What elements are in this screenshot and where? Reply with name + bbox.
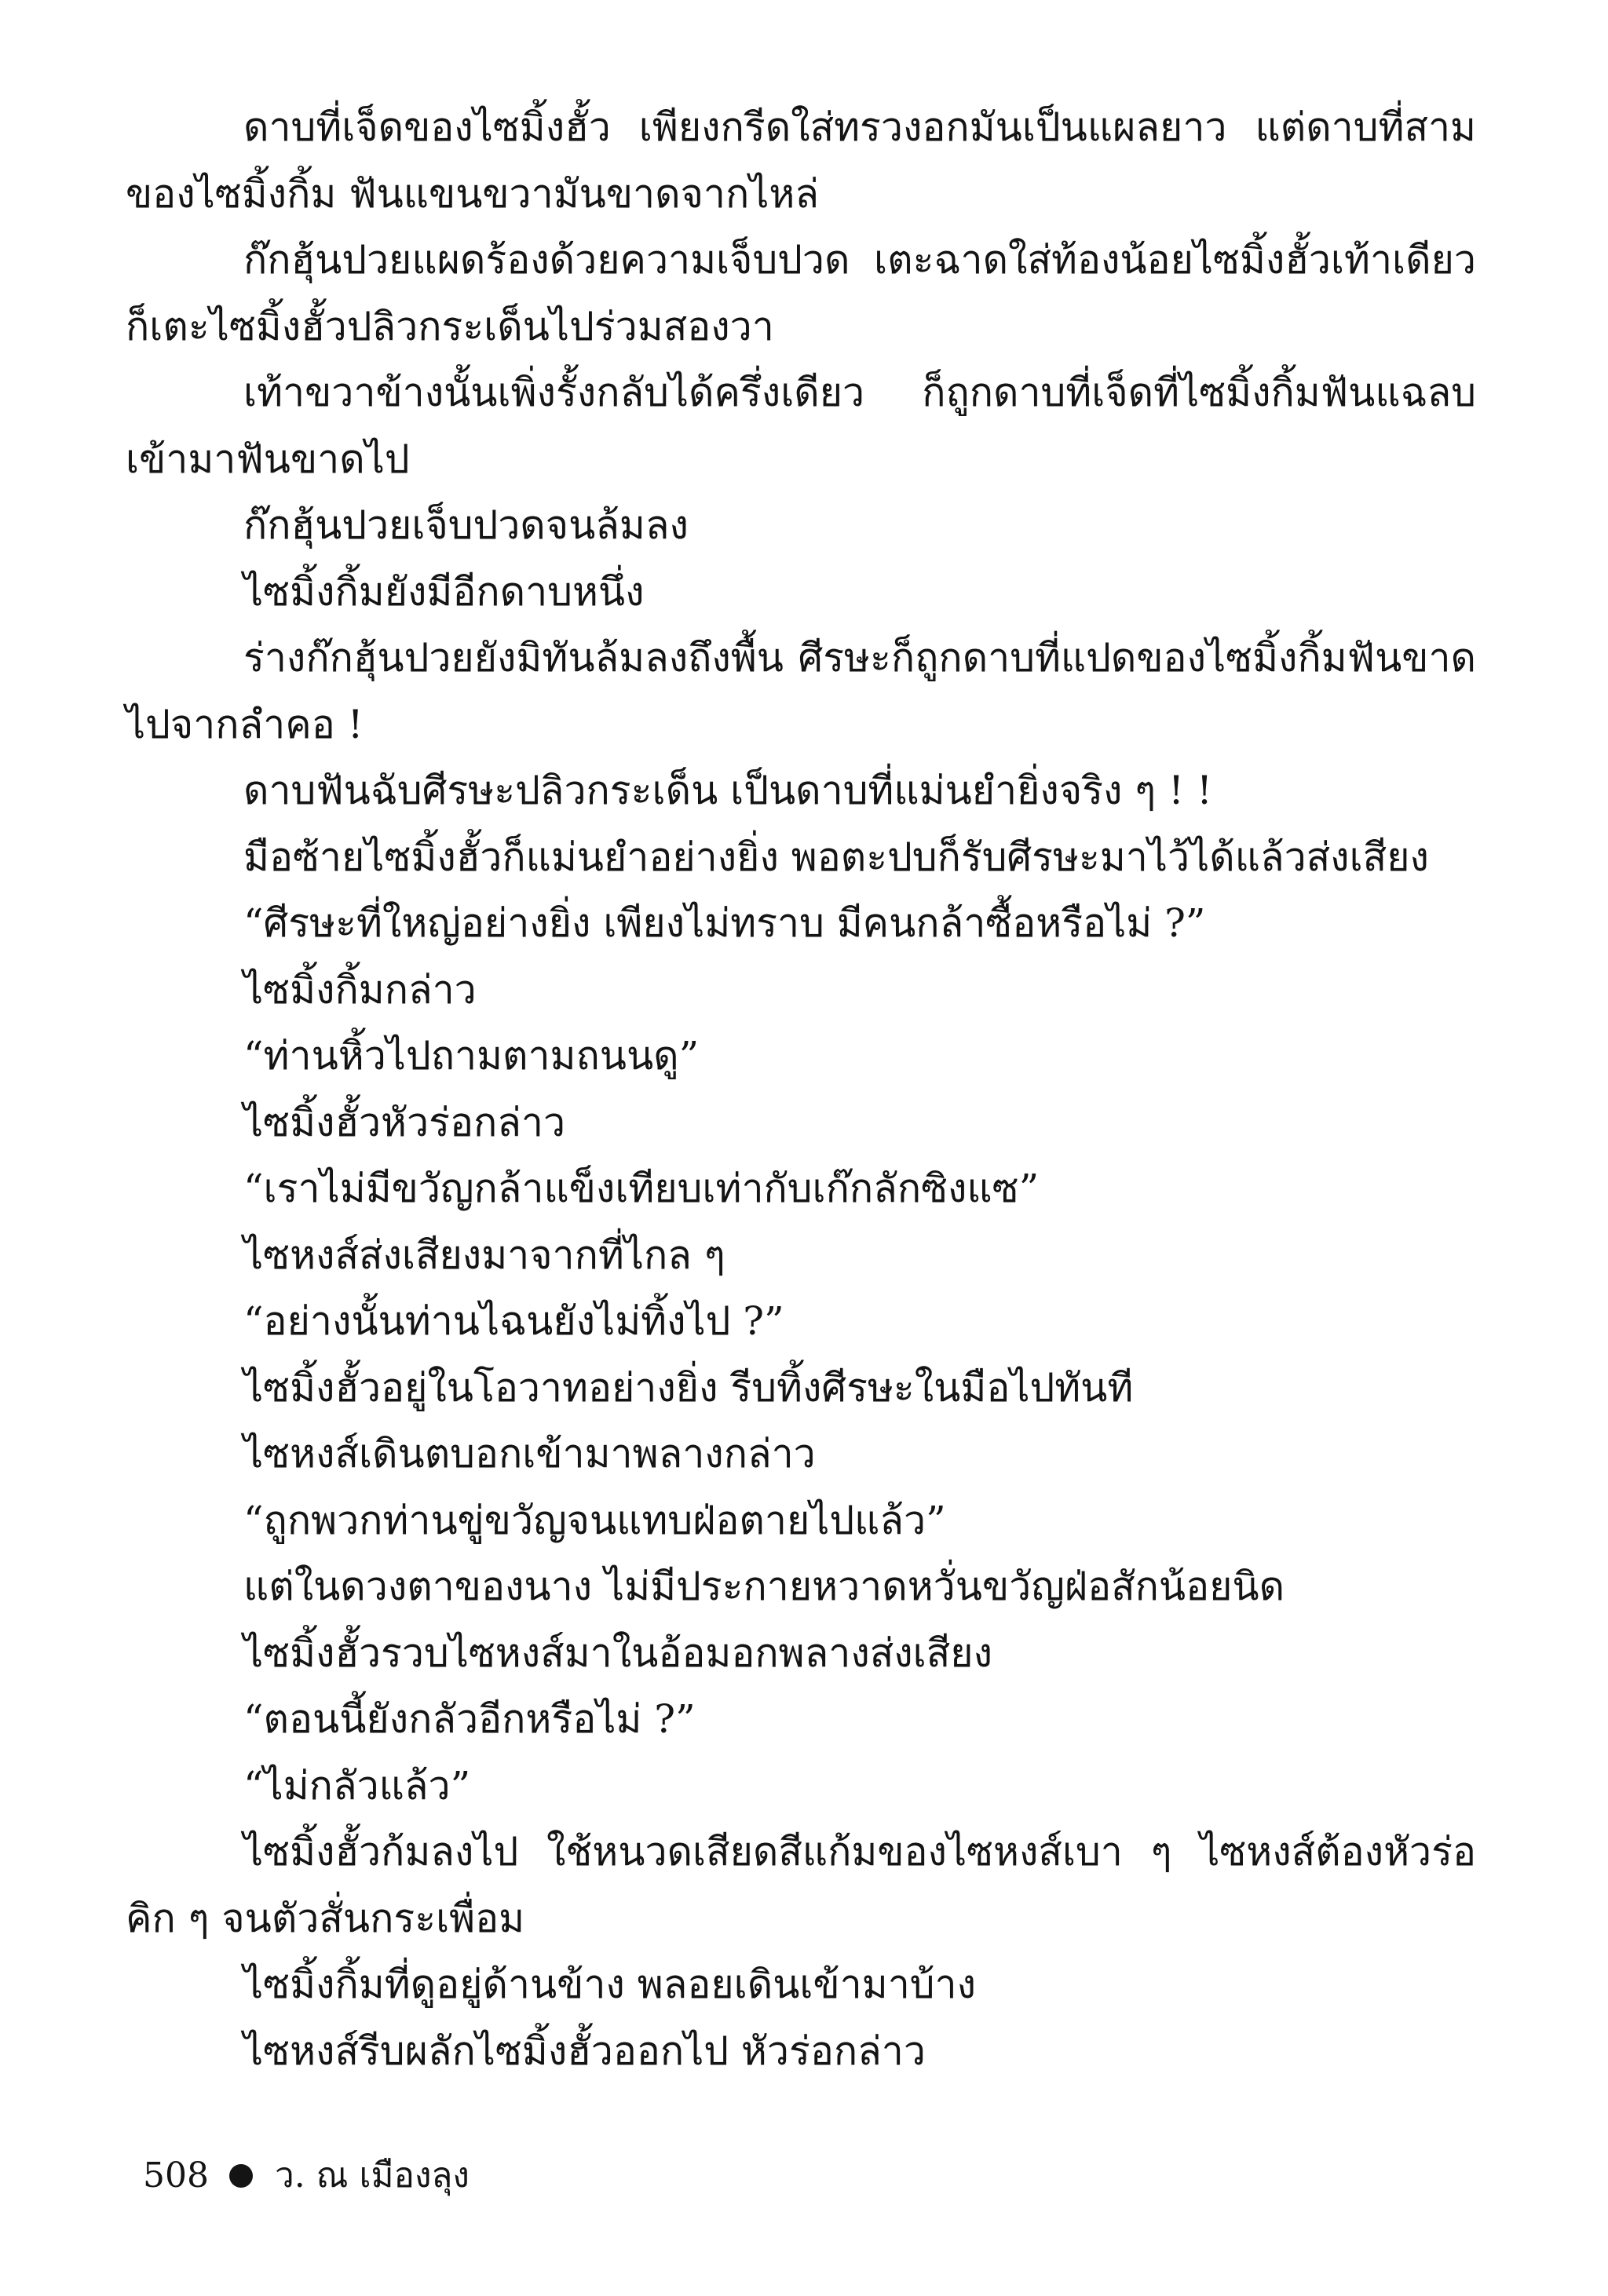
paragraph: แต่ในดวงตาของนาง ไม่มีประกายหวาดหวั่นขวัญฝ่อสักน้อยนิด xyxy=(243,1564,1285,1609)
paragraph: เท้าขวาข้างนั้นเพิ่งรั้งกลับได้ครึ่งเดียว ก็ถูกดาบที่เจ็ดที่ไซมิ้งกิ้มฟันแฉลบเข้ามาฟันขาดไป xyxy=(126,370,1476,482)
dialogue-line: “ถูกพวกท่านขู่ขวัญจนแทบฝ่อตายไปแล้ว” xyxy=(243,1497,946,1543)
paragraph: ไซหงส์รีบผลักไซมิ้งฮั้วออกไป หัวร่อกล่าว xyxy=(243,2028,926,2074)
dialogue-line: “อย่างนั้นท่านไฉนยังไม่ทิ้งไป ?” xyxy=(243,1298,784,1344)
paragraph: ไซมิ้งฮั้วอยู่ในโอวาทอย่างยิ่ง รีบทิ้งศีรษะในมือไปทันที xyxy=(243,1364,1134,1411)
body-text xyxy=(126,94,1476,2084)
dialogue-line: “ท่านหิ้วไปถามตามถนนดู” xyxy=(243,1033,700,1079)
paragraph: ร่างก๊กฮุ้นปวยยังมิทันล้มลงถึงพื้น ศีรษะก็ถูกดาบที่แปดของไซมิ้งกิ้มฟันขาดไปจากลำคอ ! xyxy=(126,635,1476,747)
paragraph: ก๊กฮุ้นปวยเจ็บปวดจนล้มลง xyxy=(243,502,689,548)
dialogue-line: “ไม่กลัวแล้ว” xyxy=(243,1762,471,1809)
dialogue-line: “เราไม่มีขวัญกล้าแข็งเทียบเท่ากับเก๊กลักซิงแซ” xyxy=(243,1166,1040,1211)
paragraph: ก๊กฮุ้นปวยแผดร้องด้วยความเจ็บปวด เตะฉาดใส่ท้องน้อยไซมิ้งฮั้วเท้าเดียว ก็เตะไซมิ้งฮั้วปลิวกระเด็นไปร่วมสองวา xyxy=(126,237,1476,349)
paragraph: ไซมิ้งฮั้วรวบไซหงส์มาในอ้อมอกพลางส่งเสียง xyxy=(243,1630,992,1676)
bullet-icon xyxy=(229,2164,253,2188)
paragraph: ไซมิ้งกิ้มที่ดูอยู่ด้านข้าง พลอยเดินเข้ามาบ้าง xyxy=(243,1962,977,2007)
dialogue-line: “ศีรษะที่ใหญ่อย่างยิ่ง เพียงไม่ทราบ มีคนกล้าซื้อหรือไม่ ?” xyxy=(243,900,1206,946)
paragraph: ไซหงส์เดินตบอกเข้ามาพลางกล่าว xyxy=(243,1431,816,1477)
paragraph: ดาบที่เจ็ดของไซมิ้งฮั้ว เพียงกรีดใส่ทรวงอกมันเป็นแผลยาว แต่ดาบที่สามของไซมิ้งกิ้ม ฟันแขนขวามันขาดจากไหล่ xyxy=(126,104,1476,217)
paragraph: มือซ้ายไซมิ้งฮั้วก็แม่นยำอย่างยิ่ง พอตะปบก็รับศีรษะมาไว้ได้แล้วส่งเสียง xyxy=(243,834,1429,880)
page-footer xyxy=(143,2152,470,2199)
dialogue-line: “ตอนนี้ยังกลัวอีกหรือไม่ ?” xyxy=(243,1696,696,1742)
paragraph: ไซหงส์ส่งเสียงมาจากที่ไกล ๆ xyxy=(243,1232,725,1278)
page-number: 508 xyxy=(143,2155,209,2196)
paragraph: ดาบฟันฉับศีรษะปลิวกระเด็น เป็นดาบที่แม่นยำยิ่งจริง ๆ ! ! xyxy=(243,768,1213,813)
paragraph: ไซมิ้งฮั้วก้มลงไป ใช้หนวดเสียดสีแก้มของไซหงส์เบา ๆ ไซหงส์ต้องหัวร่อคิก ๆ จนตัวสั่นกระเพื่อม xyxy=(126,1829,1476,1941)
paragraph: ไซมิ้งฮั้วหัวร่อกล่าว xyxy=(243,1099,566,1145)
paragraph: ไซมิ้งกิ้มยังมีอีกดาบหนึ่ง xyxy=(243,568,645,615)
author-name: ว. ณ เมืองลุง xyxy=(274,2155,470,2196)
paragraph: ไซมิ้งกิ้มกล่าว xyxy=(243,966,477,1013)
